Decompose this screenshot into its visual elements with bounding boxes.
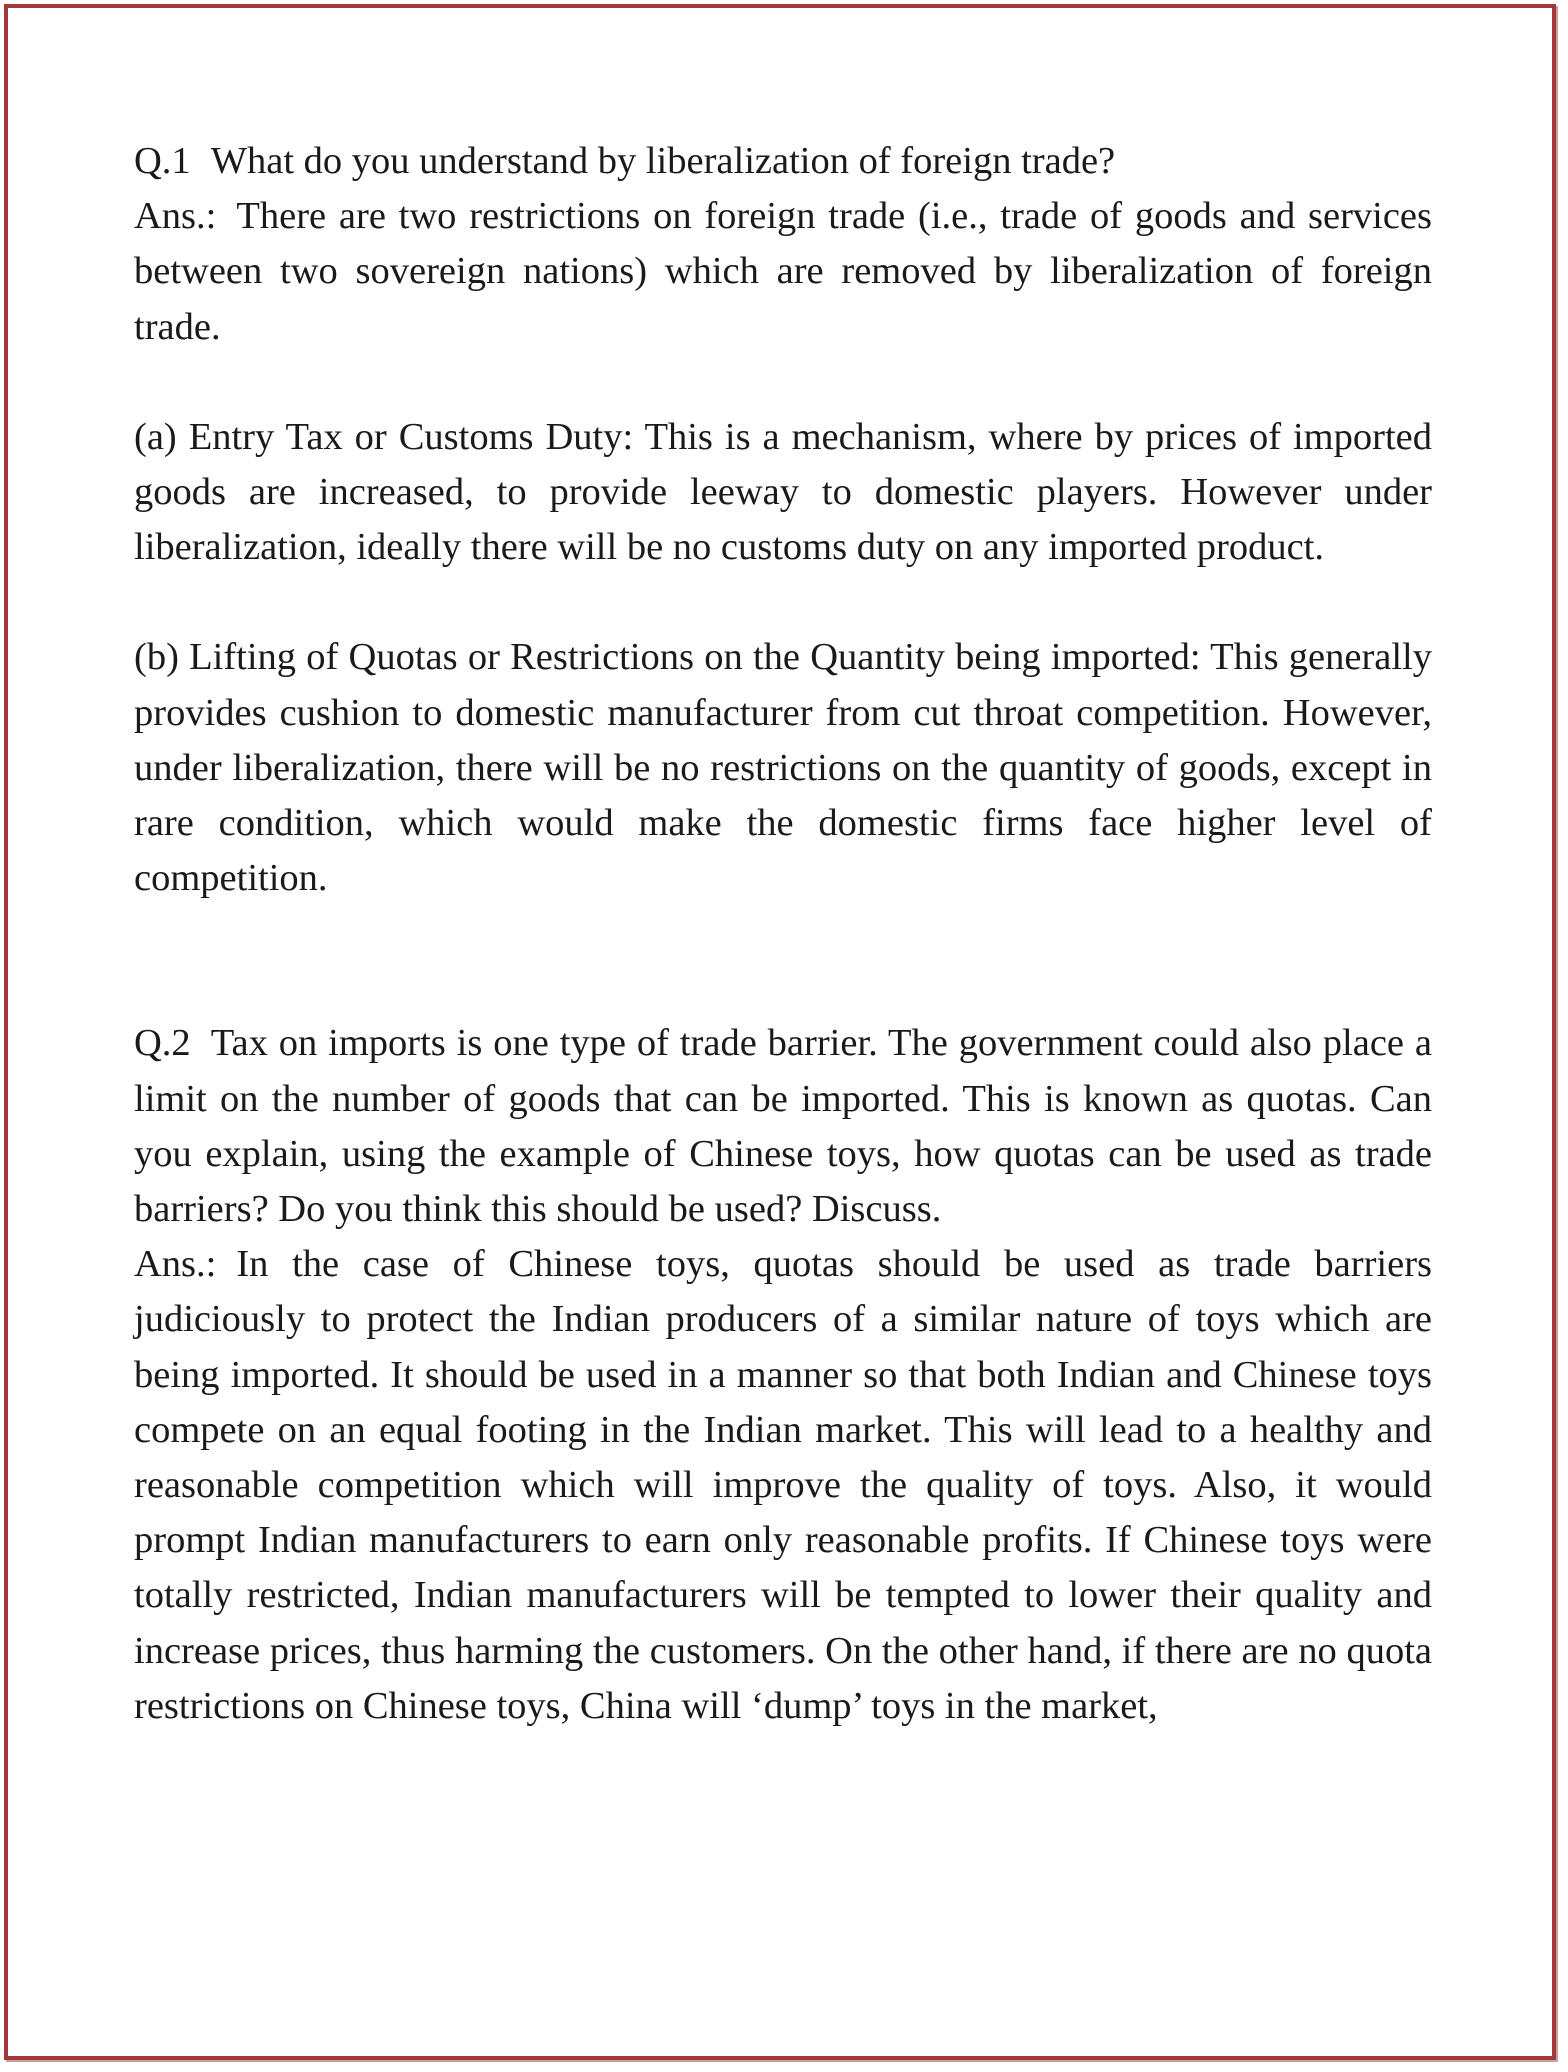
q1-point-b: (b) Lifting of Quotas or Restrictions on the Quantity being imported: This generally provides cushion to domestic manufacturer from cut throat competition. However, under liberalization, there will be no restrictions on the quantity of goods, except in rare condition, which would make the domestic firms face higher level of competition. — [134, 636, 1432, 900]
document-body — [134, 134, 1432, 1734]
q2-question — [134, 1016, 1432, 1237]
q1-question-text: What do you understand by liberalization of foreign trade? — [210, 140, 1116, 182]
q2-answer-label: Ans.: — [134, 1243, 217, 1286]
q1-question — [134, 134, 1432, 189]
spacer — [134, 906, 1432, 1016]
q1-answer-label: Ans.: — [134, 195, 217, 238]
spacer — [134, 355, 1432, 410]
q2-answer — [134, 1237, 1432, 1734]
q1-point-a: (a) Entry Tax or Customs Duty: This is a mechanism, where by prices of imported goods are increased, to provide leeway to domestic players. However under liberalization, ideally there will be no customs duty on any imported product. — [134, 415, 1432, 569]
q2-question-text: Tax on imports is one type of trade barrier. The government could also place a limit on the number of goods that can be imported. This is known as quotas. Can you explain, using the example of Chinese toys, how quotas can be used as trade barriers? Do you think this should be used? Discuss. — [134, 1022, 1432, 1231]
q2-answer-text: In the case of Chinese toys, quotas should be used as trade barriers judiciously to protect the Indian producers of a similar nature of toys which are being imported. It should be used in a manner so that both Indian and Chinese toys compete on an equal footing in the Indian market. This will lead to a healthy and reasonable competition which will improve the quality of toys. Also, it would prompt Indian manufacturers to earn only reasonable profits. If Chinese toys were totally restricted, Indian manufacturers will be tempted to lower their quality and increase prices, thus harming the customers. On the other hand, if there are no quota restrictions on Chinese toys, China will ‘dump’ toys in the market, — [134, 1243, 1432, 1727]
spacer — [134, 575, 1432, 630]
q1-answer-intro — [134, 189, 1432, 355]
q1-number: Q.1 — [134, 140, 191, 182]
q2-number: Q.2 — [134, 1022, 191, 1065]
q1-answer-intro-text: There are two restrictions on foreign trade (i.e., trade of goods and services between two sovereign nations) which are removed by liberalization of foreign trade. — [134, 195, 1432, 348]
